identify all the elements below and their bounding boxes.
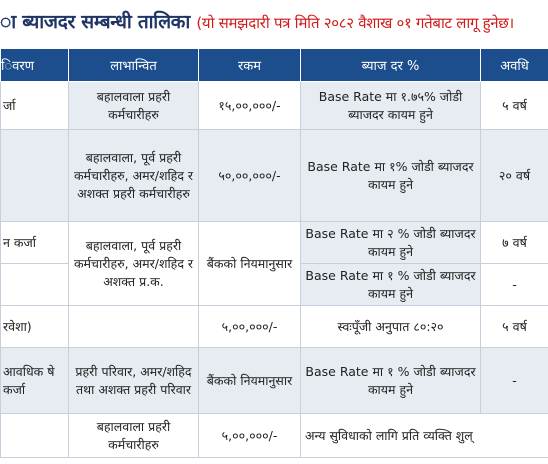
cell-amount: ५,००,०००/- — [199, 414, 301, 458]
table-row — [1, 130, 548, 222]
cell-amount: ५०,००,०००/- — [199, 130, 301, 222]
cell-duration: - — [481, 348, 548, 414]
table-row — [1, 222, 548, 264]
table-row — [1, 348, 548, 414]
cell-interest-rate: स्वःपूँजी अनुपात ८०:२० — [301, 306, 481, 348]
cell-description: न कर्जा — [1, 222, 69, 264]
cell-amount: ५,००,०००/- — [199, 306, 301, 348]
cell-beneficiary: बहालवाला प्रहरी कर्मचारीहरु — [69, 82, 199, 130]
cell-amount: १५,००,०००/- — [199, 82, 301, 130]
cell-beneficiary: बहालवाला प्रहरी कर्मचारीहरु — [69, 414, 199, 458]
cell-interest-rate: Base Rate मा १.७५% जोडी ब्याजदर कायम हुने — [301, 82, 481, 130]
cell-description — [1, 414, 69, 458]
cell-description: आवधिक षे कर्जा — [1, 348, 69, 414]
cell-interest-rate: Base Rate मा १ % जोडी ब्याजदर कायम हुने — [301, 264, 481, 306]
page-title — [0, 8, 514, 34]
cell-amount: बैंकको नियमानुसार — [199, 348, 301, 414]
header-interest-rate: ब्याज दर % — [301, 49, 481, 82]
cell-amount: बैंकको नियमानुसार — [199, 222, 301, 306]
cell-description — [1, 264, 69, 306]
header-amount: रकम — [199, 49, 301, 82]
cell-other-fees: अन्य सुविधाको लागि प्रति व्यक्ति शुल् — [301, 414, 548, 458]
cell-duration: ७ वर्ष — [481, 222, 548, 264]
cell-duration: २० वर्ष — [481, 130, 548, 222]
title-bar — [0, 0, 548, 46]
header-row — [1, 49, 548, 82]
header-beneficiary: लाभान्वित — [69, 49, 199, 82]
cell-interest-rate: Base Rate मा १% जोडी ब्याजदर कायम हुने — [301, 130, 481, 222]
cell-beneficiary: प्रहरी परिवार, अमर/शहिद तथा अशक्त प्रहरी परिवार — [69, 348, 199, 414]
title-note: (यो समझदारी पत्र मिति २०८२ वैशाख ०१ गतेबाट लागू हुनेछ। — [196, 14, 514, 32]
cell-interest-rate: Base Rate मा १ % जोडी ब्याजदर कायम हुने — [301, 348, 481, 414]
table-row — [1, 414, 548, 458]
table-row — [1, 82, 548, 130]
cell-description — [1, 130, 69, 222]
header-duration: अवधि — [481, 49, 548, 82]
cell-duration: ५ वर्ष — [481, 82, 548, 130]
cell-beneficiary: बहालवाला, पूर्व प्रहरी कर्मचारीहरु, अमर/शहिद र अशक्त प्रहरी कर्मचारीहरु — [69, 130, 199, 222]
table-row — [1, 306, 548, 348]
cell-duration: - — [481, 264, 548, 306]
interest-rate-table — [0, 48, 548, 458]
cell-description: रवेशा) — [1, 306, 69, 348]
cell-interest-rate: Base Rate मा २ % जोडी ब्याजदर कायम हुने — [301, 222, 481, 264]
cell-duration: ५ वर्ष — [481, 306, 548, 348]
cell-beneficiary: बहालवाला, पूर्व प्रहरी कर्मचारीहरु, अमर/शहिद र अशक्त प्र.क. — [69, 222, 199, 306]
title-main: ा ब्याजदर सम्बन्धी तालिका — [0, 11, 191, 33]
cell-beneficiary — [69, 306, 199, 348]
header-description: िवरण — [1, 49, 69, 82]
cell-description: र्जा — [1, 82, 69, 130]
